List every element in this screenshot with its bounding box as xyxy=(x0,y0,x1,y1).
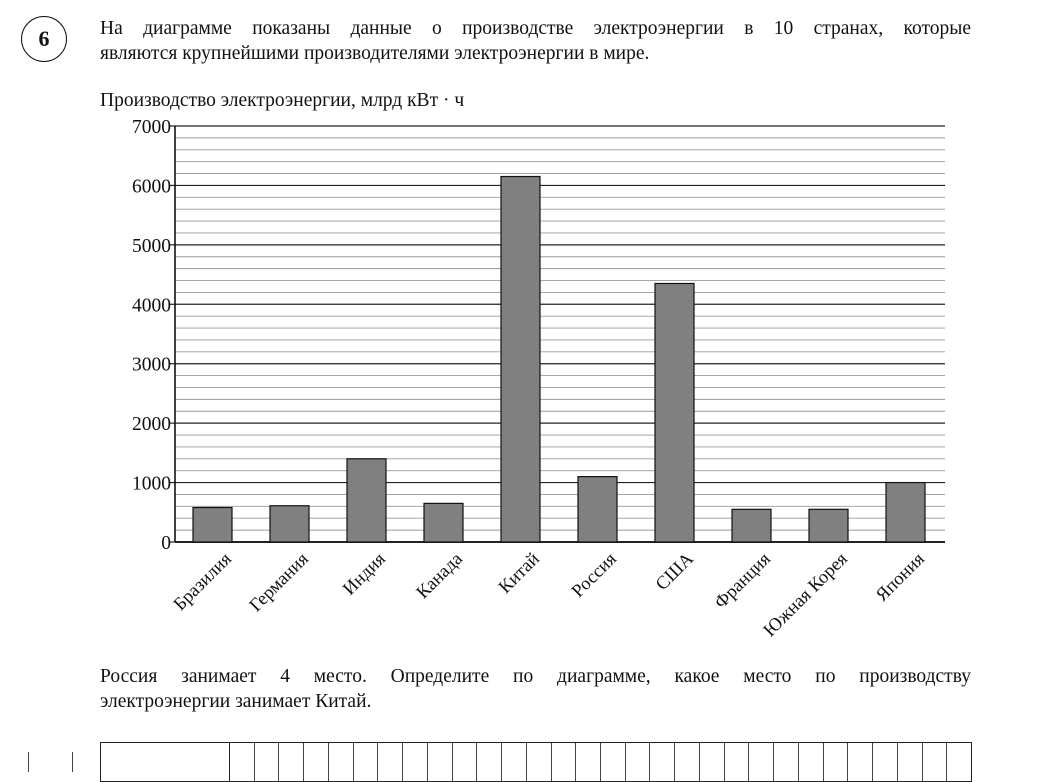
answer-cell[interactable] xyxy=(230,743,255,781)
prompt-line-1: Россия занимает 4 место. Определите по диаграмме, какое место по производству xyxy=(100,666,971,687)
bar xyxy=(655,283,694,542)
answer-main-cell[interactable] xyxy=(101,743,230,781)
answer-cell[interactable] xyxy=(329,743,354,781)
bar xyxy=(270,506,309,542)
y-tick-label: 2000 xyxy=(132,414,171,436)
bar xyxy=(424,503,463,542)
x-tick-label: США xyxy=(652,549,698,595)
answer-cell[interactable] xyxy=(824,743,849,781)
y-tick-label: 4000 xyxy=(132,295,171,317)
answer-cell[interactable] xyxy=(403,743,428,781)
bar xyxy=(886,483,925,542)
x-tick-label: Франция xyxy=(710,549,775,614)
answer-cell[interactable] xyxy=(255,743,280,781)
answer-cell[interactable] xyxy=(873,743,898,781)
answer-cell[interactable] xyxy=(725,743,750,781)
answer-cell[interactable] xyxy=(749,743,774,781)
answer-cell[interactable] xyxy=(947,743,971,781)
bar xyxy=(193,508,232,542)
answer-cell[interactable] xyxy=(502,743,527,781)
bar xyxy=(501,177,540,542)
task-number: 6 xyxy=(38,26,50,51)
margin-mark xyxy=(28,752,29,772)
x-tick-label: Канада xyxy=(413,549,467,603)
x-tick-label: Германия xyxy=(245,549,313,617)
answer-cell[interactable] xyxy=(354,743,379,781)
answer-cell[interactable] xyxy=(552,743,577,781)
y-tick-label: 7000 xyxy=(132,117,171,138)
answer-cell[interactable] xyxy=(279,743,304,781)
prompt-line-2: электроэнергии занимает Китай. xyxy=(100,691,372,712)
answer-cell[interactable] xyxy=(626,743,651,781)
x-tick-label: Япония xyxy=(872,549,929,606)
answer-cell[interactable] xyxy=(428,743,453,781)
bar xyxy=(578,477,617,542)
bar xyxy=(347,459,386,542)
question-line-1: На диаграмме показаны данные о производстве электроэнергии в 10 странах, которые xyxy=(100,18,971,39)
x-tick-label: Южная Корея xyxy=(759,549,852,642)
x-tick-label: Россия xyxy=(568,549,621,602)
margin-mark xyxy=(72,752,73,772)
y-tick-label: 0 xyxy=(161,533,171,554)
answer-cell[interactable] xyxy=(799,743,824,781)
answer-cell[interactable] xyxy=(923,743,948,781)
answer-cell[interactable] xyxy=(576,743,601,781)
answer-cell[interactable] xyxy=(700,743,725,781)
answer-cell[interactable] xyxy=(601,743,626,781)
answer-cell[interactable] xyxy=(477,743,502,781)
answer-cell[interactable] xyxy=(774,743,799,781)
answer-cell[interactable] xyxy=(675,743,700,781)
bar xyxy=(732,509,771,542)
question-line-2: являются крупнейшими производителями электроэнергии в мире. xyxy=(100,43,650,64)
y-tick-label: 5000 xyxy=(132,235,171,257)
prompt-text xyxy=(100,664,971,714)
y-tick-label: 6000 xyxy=(132,176,171,198)
answer-cell[interactable] xyxy=(527,743,552,781)
y-tick-label: 3000 xyxy=(132,354,171,376)
x-tick-label: Китай xyxy=(495,549,544,598)
answer-cell[interactable] xyxy=(848,743,873,781)
answer-cell[interactable] xyxy=(650,743,675,781)
answer-cell[interactable] xyxy=(378,743,403,781)
y-tick-label: 1000 xyxy=(132,473,171,495)
x-tick-label: Бразилия xyxy=(170,549,236,615)
answer-cell[interactable] xyxy=(898,743,923,781)
chart-title: Производство электроэнергии, млрд кВт · ч xyxy=(100,90,465,111)
answer-field[interactable] xyxy=(100,742,972,782)
answer-cell[interactable] xyxy=(453,743,478,781)
x-tick-label: Индия xyxy=(339,549,390,600)
bar xyxy=(809,509,848,542)
answer-cell[interactable] xyxy=(304,743,329,781)
